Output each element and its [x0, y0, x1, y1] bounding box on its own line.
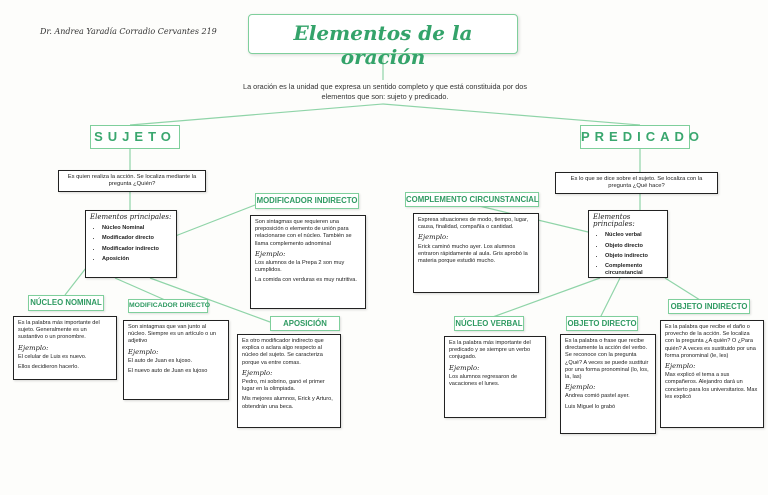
obj-indirecto-ex1: Max explicó el tema a sus compañeros. Alejandro dará un concierto para los universitarios. Max les explicó — [665, 372, 758, 400]
aposicion-label: APOSICIÓN — [270, 316, 340, 331]
nucleo-verbal-box — [444, 336, 546, 418]
list-item: • Complemento circunstancial — [605, 263, 663, 277]
obj-indirecto-label: OBJETO INDIRECTO — [668, 299, 750, 314]
comp-circ-label: COMPLEMENTO CIRCUNSTANCIAL — [405, 192, 539, 207]
nucleo-verbal-ex1: Los alumnos regresaron de vacaciones el lunes. — [449, 373, 518, 388]
nucleo-nominal-ex1: El celular de Luis es nuevo. — [18, 353, 87, 360]
obj-directo-ex2: Luis Miguel lo grabó — [565, 403, 616, 410]
aposicion-ex2: Mis mejores alumnos, Erick y Arturo, obtendrán una beca. — [242, 396, 333, 410]
nucleo-verbal-text: Es la palabra más importante del predicado y se siempre un verbo conjugado. — [449, 340, 531, 361]
example-label: Ejemplo: — [255, 249, 286, 258]
predicado-header: PREDICADO — [580, 125, 690, 149]
sujeto-header: SUJETO — [90, 125, 180, 149]
nucleo-verbal-label: NÚCLEO VERBAL — [454, 316, 524, 331]
nucleo-nominal-ex2: Ellos decidieron hacerlo. — [18, 364, 79, 371]
mod-directo-ex1: El auto de Juan es lujoso. — [128, 357, 193, 364]
nucleo-nominal-text: Es la palabra más importante del sujeto. Generalmente es un sustantivo o un pronombre. — [18, 320, 100, 341]
predicado-elements-title: Elementos principales: — [593, 213, 635, 229]
sujeto-definition: Es quien realiza la acción. Se localiza mediante la pregunta ¿Quién? — [58, 170, 206, 192]
mod-directo-box — [123, 320, 229, 400]
list-item: • Objeto indirecto — [605, 253, 663, 260]
aposicion-text: Es otro modificador indirecto que explica o aclara algo respecto al núcleo del sujeto. Se caracteriza porque va entre comas. — [242, 338, 324, 366]
comp-circ-box — [413, 213, 539, 293]
obj-directo-text: Es la palabra o frase que recibe directamente la acción del verbo. Se reconoce con la pregunta ¿Qué? A veces se puede sustituir por una forma pronominal (lo, los, la, las) — [565, 338, 649, 381]
example-label: Ejemplo: — [665, 362, 696, 371]
nucleo-nominal-box — [13, 316, 117, 380]
example-label: Ejemplo: — [242, 368, 273, 377]
mod-directo-label: MODIFICADOR DIRECTO — [128, 299, 208, 313]
nucleo-nominal-label: NÚCLEO NOMINAL — [28, 295, 104, 311]
predicado-elements-box — [588, 210, 668, 278]
aposicion-box — [237, 334, 341, 428]
mod-indirecto-label: MODIFICADOR INDIRECTO — [255, 193, 359, 209]
aposicion-ex1: Pedro, mi sobrino, ganó el primer lugar en la olimpiada. — [242, 379, 325, 393]
title-box — [248, 14, 518, 69]
obj-directo-ex1: Andrea comió pastel ayer. — [565, 393, 630, 400]
mod-directo-ex2: El nuevo auto de Juan es lujoso — [128, 368, 208, 375]
mod-indirecto-ex1: Los alumnos de la Prepa 2 son muy cumplidos. — [255, 260, 345, 274]
comp-circ-text: Expresa situaciones de modo, tiempo, lugar, causa, finalidad, compañía o cantidad. — [418, 217, 529, 231]
page-title: Elementos de la oración — [293, 21, 473, 69]
example-label: Ejemplo: — [418, 233, 449, 242]
mod-directo-text: Son sintagmas que van junto al núcleo. Siempre es un artículo o un adjetivo — [128, 324, 216, 345]
mod-indirecto-box — [250, 215, 366, 309]
obj-directo-label: OBJETO DIRECTO — [566, 316, 638, 331]
example-label: Ejemplo: — [128, 347, 159, 356]
sujeto-elements-box — [85, 210, 177, 278]
author-signature: Dr. Andrea Yaradía Corradio Cervantes 219 — [40, 27, 217, 36]
list-item: • Modificador indirecto — [102, 246, 172, 253]
predicado-definition: Es lo que se dice sobre el sujeto. Se localiza con la pregunta ¿Qué hace? — [555, 172, 718, 194]
list-item: • Núcleo Nominal — [102, 225, 172, 232]
example-label: Ejemplo: — [449, 363, 480, 372]
example-label: Ejemplo: — [18, 343, 49, 352]
intro-text: La oración es la unidad que expresa un sentido completo y que está constituida por dos elementos que son: sujeto y predicado. — [243, 82, 527, 101]
list-item: • Modificador directo — [102, 235, 172, 242]
list-item: • Objeto directo — [605, 243, 663, 250]
comp-circ-ex1: Erick caminó mucho ayer. Los alumnos entraron rápidamente al aula. Gris aprobó la materia porque estudió mucho. — [418, 243, 528, 265]
obj-directo-box — [560, 334, 656, 434]
obj-indirecto-box — [660, 320, 764, 428]
obj-indirecto-text: Es la palabra que recibe el daño o provecho de la acción. Se localiza con la pregunta ¿A quién? O ¿Para quién? A veces es sustituido por una forma pronominal (le, les) — [665, 324, 756, 359]
list-item: • Aposición — [102, 256, 172, 263]
mod-indirecto-text: Son sintagmas que requieren una preposición o elemento de unión para relacionarse con el núcleo. También se llama complemento adnominal — [255, 219, 352, 247]
mod-indirecto-ex2: La comida con verduras es muy nutritiva. — [255, 277, 357, 284]
list-item: • Núcleo verbal — [605, 232, 663, 239]
sujeto-elements-title: Elementos principales: — [90, 213, 172, 221]
example-label: Ejemplo: — [565, 383, 596, 392]
